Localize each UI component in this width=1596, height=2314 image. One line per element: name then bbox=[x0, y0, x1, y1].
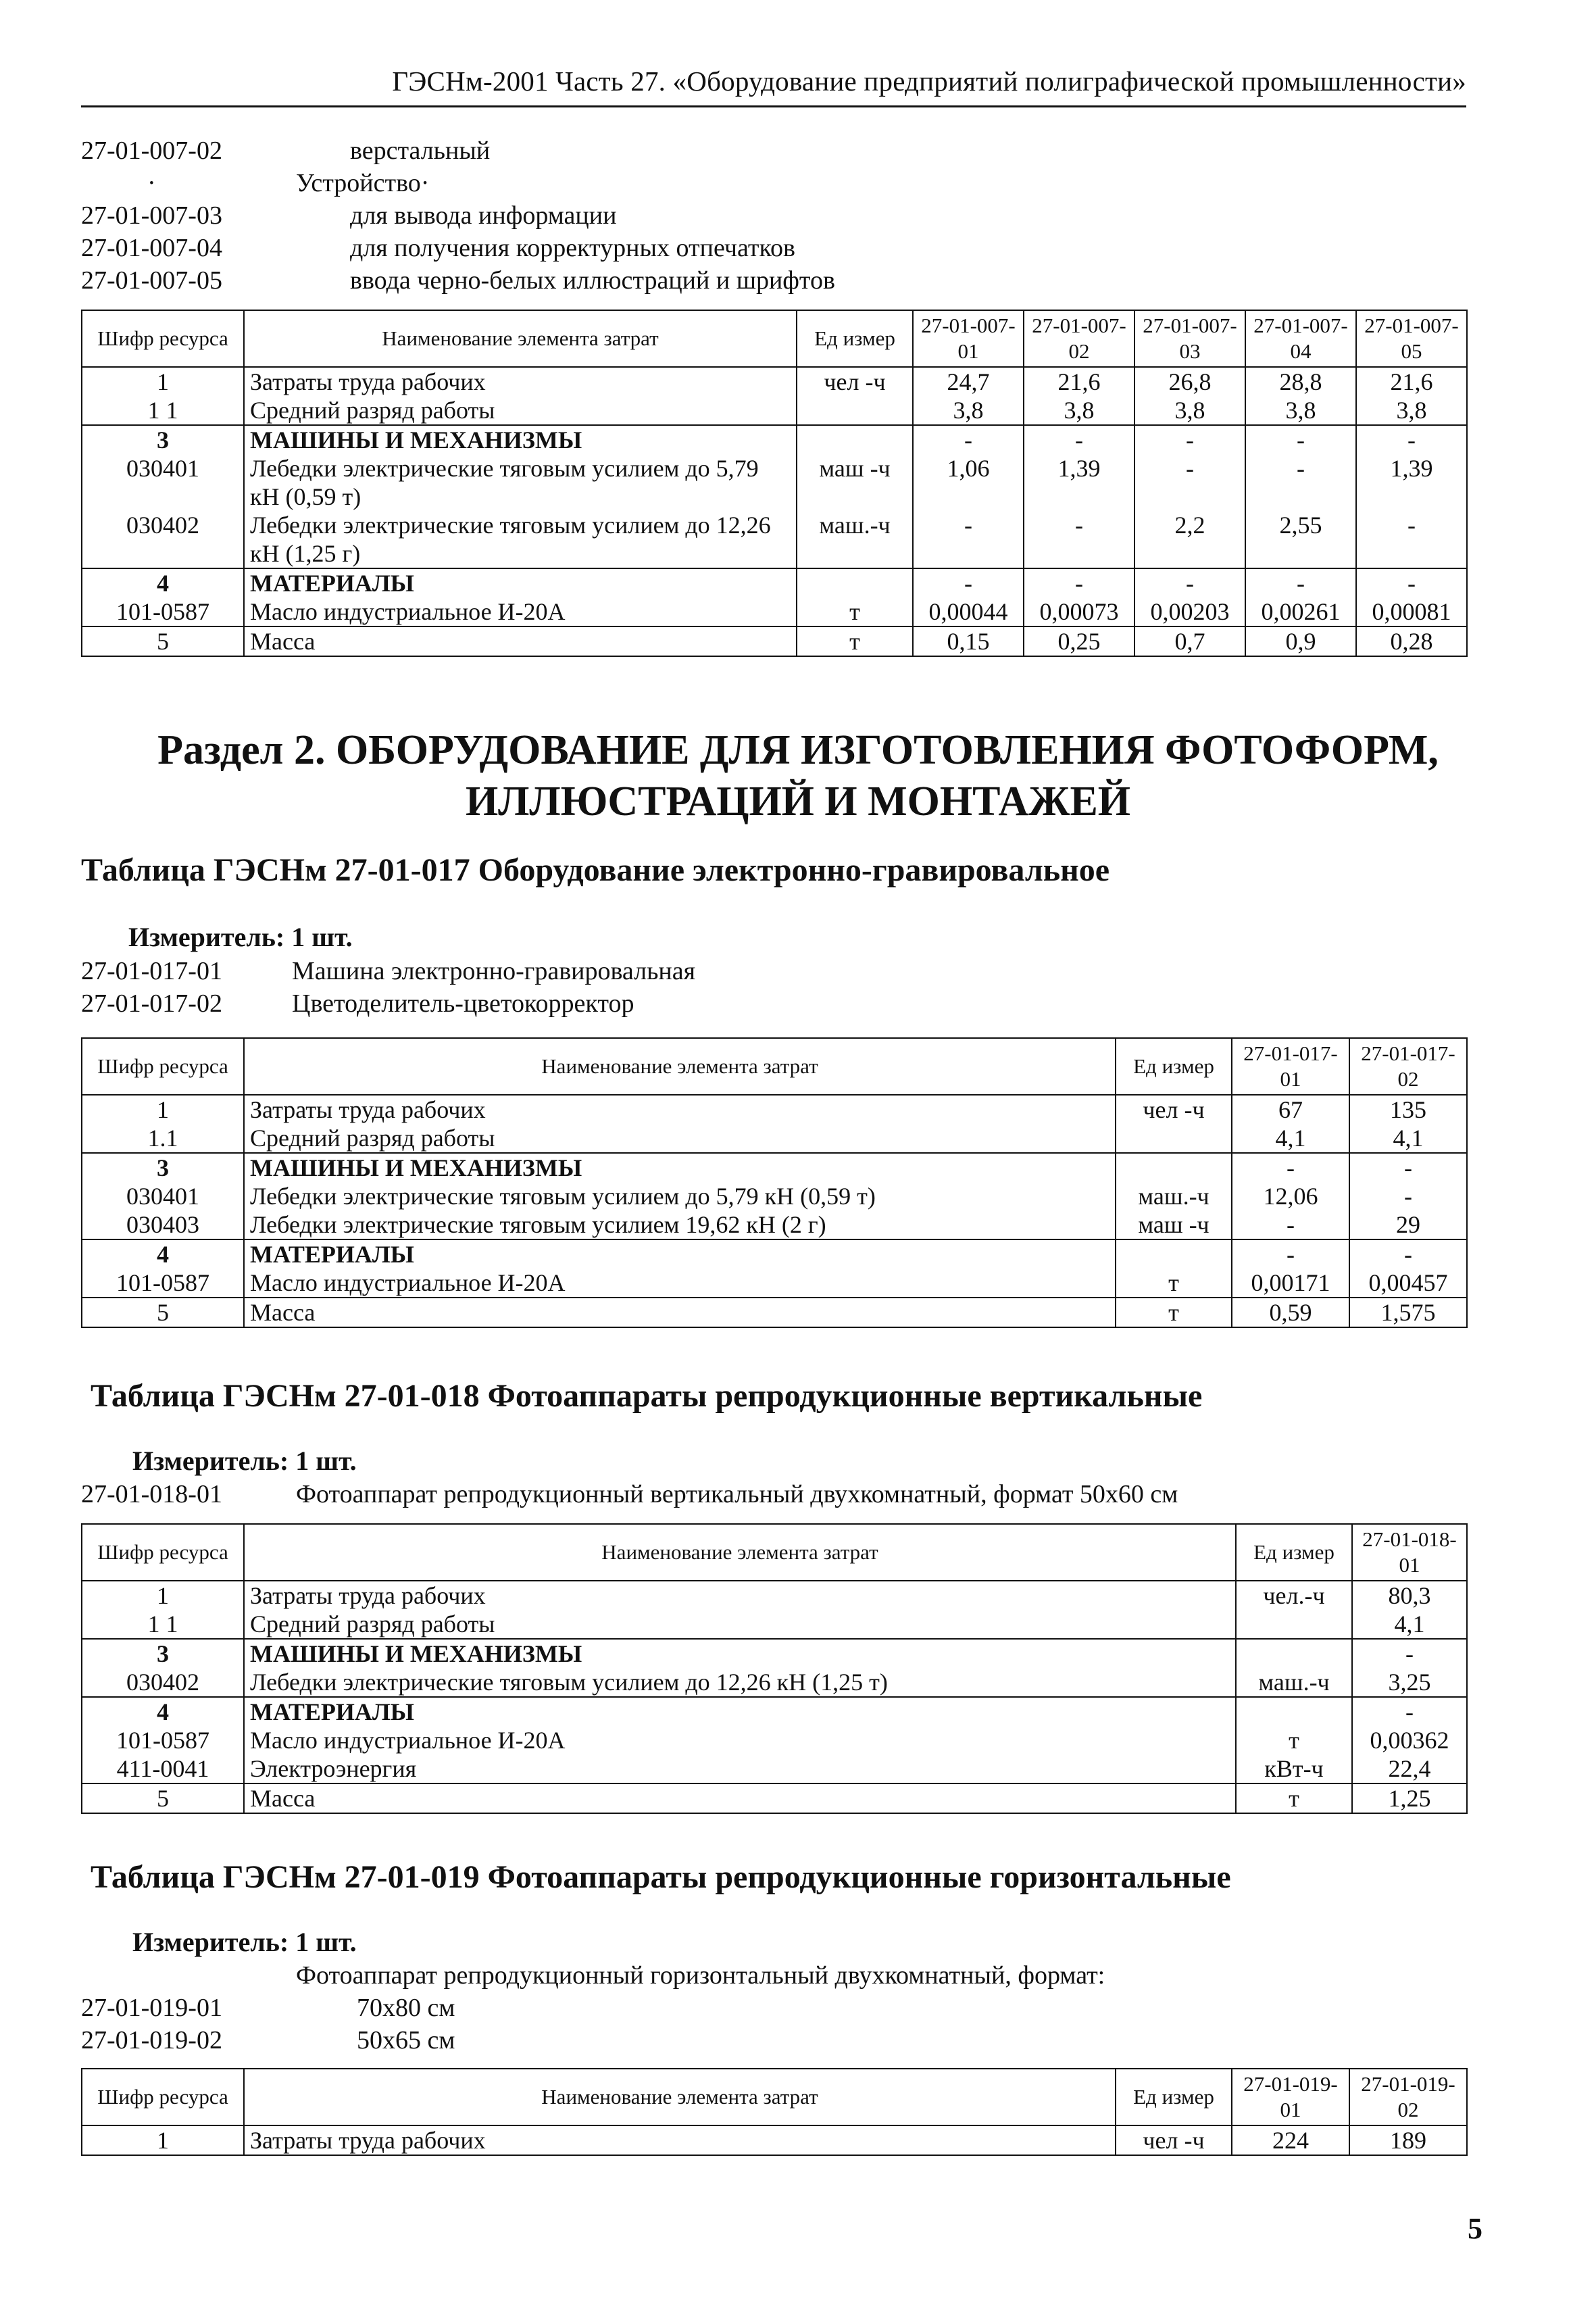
cell-text: МАШИНЫ И МЕХАНИЗМЫ bbox=[250, 426, 582, 453]
value-cell: 189 bbox=[1349, 2125, 1467, 2155]
value-cell bbox=[913, 425, 1024, 568]
cell-text: - bbox=[1075, 512, 1083, 539]
cell-text: 0,00081 bbox=[1372, 598, 1451, 625]
cell-text bbox=[1242, 1610, 1346, 1638]
value-cell bbox=[1232, 1239, 1349, 1298]
name-cell bbox=[244, 568, 797, 626]
code-desc: 70х80 см bbox=[357, 1994, 455, 2022]
cell-text: Затраты труда рабочих bbox=[250, 1096, 486, 1123]
code-item: 27-01-007-05 bbox=[81, 266, 222, 295]
cell-text: 1,39 bbox=[1057, 455, 1101, 482]
cell-text: 3,8 bbox=[1174, 397, 1205, 424]
cell-text: 030401 bbox=[126, 455, 199, 482]
top-code-list bbox=[81, 134, 1432, 310]
table-title-019: Таблица ГЭСНм 27-01-019 Фотоаппараты репродукционные горизонтальные bbox=[91, 1859, 1231, 1895]
cell-text: чел.-ч bbox=[1263, 1582, 1325, 1609]
cell-text: Лебедки электрические тяговым усилием 19,62 кН (2 г) bbox=[250, 1211, 826, 1238]
cell-text: - bbox=[964, 426, 972, 453]
cell-text: Масло индустриальное И-20А bbox=[250, 1269, 566, 1296]
code-desc: 50х65 см bbox=[357, 2026, 455, 2054]
header-rule bbox=[81, 105, 1466, 107]
cell-text: 28,8 bbox=[1279, 368, 1322, 395]
cell-text: Лебедки электрические тяговым усилием до 12,26 кН (1,25 т) bbox=[250, 1669, 888, 1696]
value-cell bbox=[1356, 425, 1467, 568]
cell-text: 0,00261 bbox=[1261, 598, 1341, 625]
name-cell: Масса bbox=[244, 1298, 1116, 1327]
code-item: 27-01-019-02 bbox=[81, 2026, 222, 2054]
code-desc: ввода черно-белых иллюстраций и шрифтов bbox=[350, 266, 835, 295]
name-cell: Масса bbox=[244, 1783, 1236, 1813]
cell-text: 0,00362 bbox=[1370, 1727, 1449, 1754]
resource-table-019 bbox=[81, 2068, 1468, 2156]
code-cell: 5 bbox=[82, 626, 244, 656]
cell-text: 3,8 bbox=[1064, 397, 1095, 424]
value-cell: 0,25 bbox=[1024, 626, 1134, 656]
resource-table-017 bbox=[81, 1037, 1468, 1328]
value-cell bbox=[1352, 1697, 1467, 1783]
header-cell: Шифр ресурса bbox=[82, 1524, 244, 1581]
cell-text: 030403 bbox=[126, 1211, 199, 1238]
unit-cell bbox=[797, 367, 913, 425]
cell-text: 80,3 bbox=[1388, 1582, 1431, 1609]
cell-text: 1 1 bbox=[147, 1610, 178, 1638]
unit-cell bbox=[1116, 1153, 1232, 1239]
cell-text: МАШИНЫ И МЕХАНИЗМЫ bbox=[250, 1154, 582, 1181]
code-cell bbox=[82, 1095, 244, 1153]
code-list-019 bbox=[81, 1959, 1432, 2060]
value-cell: 0,28 bbox=[1356, 626, 1467, 656]
header-cell: Шифр ресурса bbox=[82, 2069, 244, 2125]
value-cell bbox=[1134, 568, 1245, 626]
value-cell bbox=[1245, 568, 1356, 626]
value-cell: 0,9 bbox=[1245, 626, 1356, 656]
meter-019 bbox=[132, 1926, 357, 1958]
cell-text: 0,00073 bbox=[1039, 598, 1119, 625]
header-cell: 27-01-007-03 bbox=[1134, 310, 1245, 367]
code-cell bbox=[82, 1697, 244, 1783]
unit-cell bbox=[797, 425, 913, 568]
running-header: ГЭСНм-2001 Часть 27. «Оборудование предприятий полиграфической промышленности» bbox=[392, 66, 1466, 97]
header-cell: Шифр ресурса bbox=[82, 1038, 244, 1095]
cell-text: - bbox=[1404, 1241, 1412, 1268]
cell-text: Масло индустриальное И-20А bbox=[250, 1727, 566, 1754]
cell-text: 030402 bbox=[126, 1669, 199, 1696]
cell-text: Лебедки электрические тяговым усилием до 12,26 кН (1,25 г) bbox=[250, 512, 771, 567]
cell-text: 3 bbox=[157, 1640, 169, 1667]
code-cell bbox=[82, 1153, 244, 1239]
cell-text: 29 bbox=[1396, 1211, 1420, 1238]
cell-text: 411-0041 bbox=[116, 1755, 209, 1782]
cell-text: - bbox=[1075, 570, 1083, 597]
cell-text bbox=[1242, 1698, 1346, 1726]
value-cell bbox=[1352, 1581, 1467, 1639]
code-cell bbox=[82, 1239, 244, 1298]
cell-text: 101-0587 bbox=[116, 1727, 209, 1754]
cell-text: маш.-ч bbox=[1258, 1669, 1330, 1696]
table-header-row bbox=[82, 1524, 1467, 1581]
cell-text: 4,1 bbox=[1275, 1125, 1306, 1152]
code-item: · bbox=[147, 169, 156, 197]
cell-text: маш.-ч bbox=[819, 512, 891, 539]
header-cell: Ед измер bbox=[1116, 1038, 1232, 1095]
code-cell bbox=[82, 367, 244, 425]
cell-text: - bbox=[1297, 570, 1305, 597]
resource-table-007 bbox=[81, 310, 1468, 657]
meter-value: 1 шт. bbox=[295, 1446, 357, 1476]
cell-text: 030401 bbox=[126, 1183, 199, 1210]
table-row bbox=[82, 626, 1467, 656]
cell-text: 67 bbox=[1278, 1096, 1303, 1123]
cell-text: 4 bbox=[157, 1698, 169, 1725]
name-cell bbox=[244, 1639, 1236, 1697]
table-row bbox=[82, 1153, 1467, 1239]
cell-text: - bbox=[1287, 1241, 1295, 1268]
value-cell bbox=[1356, 367, 1467, 425]
code-cell bbox=[82, 1581, 244, 1639]
cell-text: 1 bbox=[157, 368, 169, 395]
meter-label: Измеритель: bbox=[128, 922, 285, 952]
code-desc: Цветоделитель-цветокорректор bbox=[292, 989, 634, 1018]
section-title bbox=[0, 724, 1596, 827]
cell-text: маш -ч bbox=[1138, 1211, 1210, 1238]
code-cell: 5 bbox=[82, 1783, 244, 1813]
cell-text: 3 bbox=[157, 1154, 169, 1181]
cell-text: 0,00044 bbox=[928, 598, 1008, 625]
value-cell bbox=[1134, 425, 1245, 568]
code-desc: для вывода информации bbox=[350, 201, 617, 230]
cell-text: кВт-ч bbox=[1264, 1755, 1324, 1782]
code-desc: Машина электронно-гравировальная bbox=[292, 957, 696, 985]
meter-017 bbox=[128, 921, 353, 953]
code-desc: верстальный bbox=[350, 137, 491, 165]
unit-cell bbox=[1236, 1639, 1352, 1697]
cell-text: 101-0587 bbox=[116, 598, 209, 625]
table-header-row bbox=[82, 310, 1467, 367]
cell-text: - bbox=[1075, 426, 1083, 453]
cell-text: Затраты труда рабочих bbox=[250, 368, 486, 395]
header-cell: 27-01-019-02 bbox=[1349, 2069, 1467, 2125]
cell-text: 2,55 bbox=[1279, 512, 1322, 539]
cell-text: 26,8 bbox=[1168, 368, 1212, 395]
unit-cell: чел -ч bbox=[1116, 2125, 1232, 2155]
cell-text: 030402 bbox=[126, 512, 199, 539]
header-cell: 27-01-019-01 bbox=[1232, 2069, 1349, 2125]
cell-text: - bbox=[1405, 1698, 1414, 1725]
cell-text: 0,00457 bbox=[1368, 1269, 1448, 1296]
meter-018 bbox=[132, 1445, 357, 1477]
code-item: 27-01-017-02 bbox=[81, 989, 222, 1018]
cell-text: - bbox=[1407, 512, 1416, 539]
cell-text: МАТЕРИАЛЫ bbox=[250, 1241, 414, 1268]
value-cell bbox=[1349, 1095, 1467, 1153]
code-cell: 1 bbox=[82, 2125, 244, 2155]
cell-text: 1.1 bbox=[147, 1125, 178, 1152]
cell-text: маш.-ч bbox=[1138, 1183, 1210, 1210]
header-cell: Наименование элемента затрат bbox=[244, 1524, 1236, 1581]
code-item: 27-01-019-01 bbox=[81, 1994, 222, 2022]
code-list-017 bbox=[81, 954, 1297, 1029]
cell-text: 3,8 bbox=[1396, 397, 1427, 424]
cell-text: - bbox=[1186, 426, 1194, 453]
cell-text: 1,06 bbox=[947, 455, 990, 482]
cell-text: 2,2 bbox=[1174, 512, 1205, 539]
code-item: 27-01-018-01 bbox=[81, 1480, 222, 1508]
cell-text: - bbox=[1404, 1154, 1412, 1181]
cell-text: - bbox=[1297, 455, 1305, 482]
table-row bbox=[82, 1639, 1467, 1697]
name-cell bbox=[244, 425, 797, 568]
code-cell bbox=[82, 425, 244, 568]
value-cell: 0,15 bbox=[913, 626, 1024, 656]
value-cell bbox=[1024, 568, 1134, 626]
value-cell bbox=[1352, 1639, 1467, 1697]
value-cell bbox=[1024, 425, 1134, 568]
table-row bbox=[82, 367, 1467, 425]
cell-text: - bbox=[1405, 1640, 1414, 1667]
table-header-row bbox=[82, 2069, 1467, 2125]
table-row bbox=[82, 1298, 1467, 1327]
value-cell: 1,25 bbox=[1352, 1783, 1467, 1813]
code-cell bbox=[82, 568, 244, 626]
section-title-line: ИЛЛЮСТРАЦИЙ И МОНТАЖЕЙ bbox=[465, 779, 1131, 824]
table-row bbox=[82, 1095, 1467, 1153]
meter-label: Измеритель: bbox=[132, 1446, 289, 1476]
unit-cell bbox=[1116, 1095, 1232, 1153]
cell-text: 21,6 bbox=[1057, 368, 1101, 395]
name-cell bbox=[244, 1697, 1236, 1783]
table-row bbox=[82, 1697, 1467, 1783]
cell-text: 1 1 bbox=[147, 397, 178, 424]
value-cell bbox=[1349, 1153, 1467, 1239]
unit-cell bbox=[1236, 1697, 1352, 1783]
unit-cell: т bbox=[1236, 1783, 1352, 1813]
header-cell: 27-01-018-01 bbox=[1352, 1524, 1467, 1581]
cell-text: МАШИНЫ И МЕХАНИЗМЫ bbox=[250, 1640, 582, 1667]
value-cell: 0,7 bbox=[1134, 626, 1245, 656]
header-cell: 27-01-007-05 bbox=[1356, 310, 1467, 367]
header-cell: Наименование элемента затрат bbox=[244, 1038, 1116, 1095]
value-cell: 224 bbox=[1232, 2125, 1349, 2155]
cell-text: т bbox=[1289, 1727, 1299, 1754]
table-header-row bbox=[82, 1038, 1467, 1095]
value-cell bbox=[1356, 568, 1467, 626]
cell-text: - bbox=[964, 512, 972, 539]
cell-text: 3,8 bbox=[953, 397, 984, 424]
cell-text: 0,00171 bbox=[1251, 1269, 1330, 1296]
code-item: 27-01-007-04 bbox=[81, 234, 222, 262]
header-cell: 27-01-007-01 bbox=[913, 310, 1024, 367]
value-cell bbox=[1024, 367, 1134, 425]
cell-text: - bbox=[1407, 570, 1416, 597]
cell-text bbox=[803, 426, 907, 454]
header-cell: 27-01-017-01 bbox=[1232, 1038, 1349, 1095]
meter-value: 1 шт. bbox=[295, 1927, 357, 1957]
cell-text: 1 bbox=[157, 1582, 169, 1609]
cell-text: Лебедки электрические тяговым усилием до 5,79 кН (0,59 т) bbox=[250, 455, 759, 510]
table-row bbox=[82, 1581, 1467, 1639]
header-cell: Ед измер bbox=[1116, 2069, 1232, 2125]
table-row bbox=[82, 568, 1467, 626]
table-title-017: Таблица ГЭСНм 27-01-017 Оборудование электронно-гравировальное bbox=[81, 852, 1110, 888]
unit-cell: т bbox=[1116, 1298, 1232, 1327]
unit-cell bbox=[797, 568, 913, 626]
code-cell bbox=[82, 1639, 244, 1697]
cell-text: чел -ч bbox=[1143, 1096, 1205, 1123]
cell-text: 0,00203 bbox=[1150, 598, 1230, 625]
cell-text: - bbox=[1186, 455, 1194, 482]
code-item: 27-01-017-01 bbox=[81, 957, 222, 985]
table-row bbox=[82, 425, 1467, 568]
unit-cell bbox=[1236, 1581, 1352, 1639]
name-cell: Масса bbox=[244, 626, 797, 656]
value-cell bbox=[1349, 1239, 1467, 1298]
cell-text: 4 bbox=[157, 1241, 169, 1268]
code-item: 27-01-007-02 bbox=[81, 137, 222, 165]
cell-text: - bbox=[1407, 426, 1416, 453]
meter-label: Измеритель: bbox=[132, 1927, 289, 1957]
cell-text: Средний разряд работы bbox=[250, 1125, 495, 1152]
value-cell bbox=[913, 367, 1024, 425]
code-item: 27-01-007-03 bbox=[81, 201, 222, 230]
code-desc: Фотоаппарат репродукционный вертикальный двухкомнатный, формат 50х60 см bbox=[296, 1480, 1178, 1508]
cell-text: т bbox=[849, 598, 860, 625]
cell-text: Лебедки электрические тяговым усилием до 5,79 кН (0,59 т) bbox=[250, 1183, 876, 1210]
header-cell: Ед измер bbox=[797, 310, 913, 367]
header-cell: Шифр ресурса bbox=[82, 310, 244, 367]
cell-text: маш -ч bbox=[819, 455, 891, 482]
cell-text bbox=[803, 569, 907, 597]
cell-text: 24,7 bbox=[947, 368, 990, 395]
resource-table-018 bbox=[81, 1523, 1468, 1814]
value-cell bbox=[1232, 1095, 1349, 1153]
cell-text bbox=[1122, 1154, 1226, 1182]
value-cell bbox=[913, 568, 1024, 626]
cell-text: 1 bbox=[157, 1096, 169, 1123]
table-row bbox=[82, 1239, 1467, 1298]
cell-text: Средний разряд работы bbox=[250, 1610, 495, 1638]
cell-text: - bbox=[1297, 426, 1305, 453]
name-cell bbox=[244, 1581, 1236, 1639]
cell-text: 3,8 bbox=[1285, 397, 1316, 424]
cell-text: 21,6 bbox=[1390, 368, 1433, 395]
cell-text bbox=[803, 396, 907, 424]
cell-text: МАТЕРИАЛЫ bbox=[250, 1698, 414, 1725]
cell-text: 3,25 bbox=[1388, 1669, 1431, 1696]
value-cell bbox=[1232, 1153, 1349, 1239]
value-cell bbox=[1245, 425, 1356, 568]
cell-text: 4 bbox=[157, 570, 169, 597]
name-cell bbox=[244, 1239, 1116, 1298]
header-cell: Наименование элемента затрат bbox=[244, 310, 797, 367]
code-intro: Фотоаппарат репродукционный горизонтальный двухкомнатный, формат: bbox=[296, 1961, 1105, 1990]
cell-text: 22,4 bbox=[1388, 1755, 1431, 1782]
name-cell bbox=[244, 1095, 1116, 1153]
name-cell: Затраты труда рабочих bbox=[244, 2125, 1116, 2155]
code-desc: Устройство· bbox=[296, 169, 430, 197]
cell-text: 4,1 bbox=[1394, 1610, 1425, 1638]
cell-text: Электроэнергия bbox=[250, 1755, 417, 1782]
header-cell: Наименование элемента затрат bbox=[244, 2069, 1116, 2125]
table-row bbox=[82, 1783, 1467, 1813]
meter-value: 1 шт. bbox=[291, 922, 353, 952]
cell-text: - bbox=[1404, 1183, 1412, 1210]
cell-text: 1,39 bbox=[1390, 455, 1433, 482]
name-cell bbox=[244, 367, 797, 425]
cell-text bbox=[1242, 1640, 1346, 1668]
cell-text: МАТЕРИАЛЫ bbox=[250, 570, 414, 597]
name-cell bbox=[244, 1153, 1116, 1239]
cell-text: 3 bbox=[157, 426, 169, 453]
cell-text: чел -ч bbox=[824, 368, 886, 395]
cell-text: 101-0587 bbox=[116, 1269, 209, 1296]
code-cell: 5 bbox=[82, 1298, 244, 1327]
value-cell: 1,575 bbox=[1349, 1298, 1467, 1327]
cell-text: 135 bbox=[1390, 1096, 1426, 1123]
header-cell: 27-01-007-02 bbox=[1024, 310, 1134, 367]
table-row bbox=[82, 2125, 1467, 2155]
cell-text: - bbox=[964, 570, 972, 597]
cell-text bbox=[1122, 1240, 1226, 1269]
value-cell bbox=[1134, 367, 1245, 425]
table-title-018: Таблица ГЭСНм 27-01-018 Фотоаппараты репродукционные вертикальные bbox=[91, 1378, 1203, 1414]
cell-text: - bbox=[1287, 1154, 1295, 1181]
cell-text: 4,1 bbox=[1393, 1125, 1424, 1152]
unit-cell bbox=[1116, 1239, 1232, 1298]
cell-text: - bbox=[1186, 570, 1194, 597]
page-number: 5 bbox=[1468, 2212, 1482, 2245]
value-cell: 0,59 bbox=[1232, 1298, 1349, 1327]
unit-cell: т bbox=[797, 626, 913, 656]
code-list-018 bbox=[81, 1477, 1432, 1518]
cell-text bbox=[1122, 1124, 1226, 1152]
header-cell: Ед измер bbox=[1236, 1524, 1352, 1581]
cell-text: Затраты труда рабочих bbox=[250, 1582, 486, 1609]
header-cell: 27-01-017-02 bbox=[1349, 1038, 1467, 1095]
cell-text: 12,06 bbox=[1263, 1183, 1318, 1210]
cell-text: т bbox=[1168, 1269, 1179, 1296]
section-title-line: Раздел 2. ОБОРУДОВАНИЕ ДЛЯ ИЗГОТОВЛЕНИЯ ФОТОФОРМ, bbox=[157, 727, 1439, 773]
header-cell: 27-01-007-04 bbox=[1245, 310, 1356, 367]
cell-text: Средний разряд работы bbox=[250, 397, 495, 424]
cell-text: Масло индустриальное И-20А bbox=[250, 598, 566, 625]
value-cell bbox=[1245, 367, 1356, 425]
cell-text: - bbox=[1287, 1211, 1295, 1238]
code-desc: для получения корректурных отпечатков bbox=[350, 234, 795, 262]
